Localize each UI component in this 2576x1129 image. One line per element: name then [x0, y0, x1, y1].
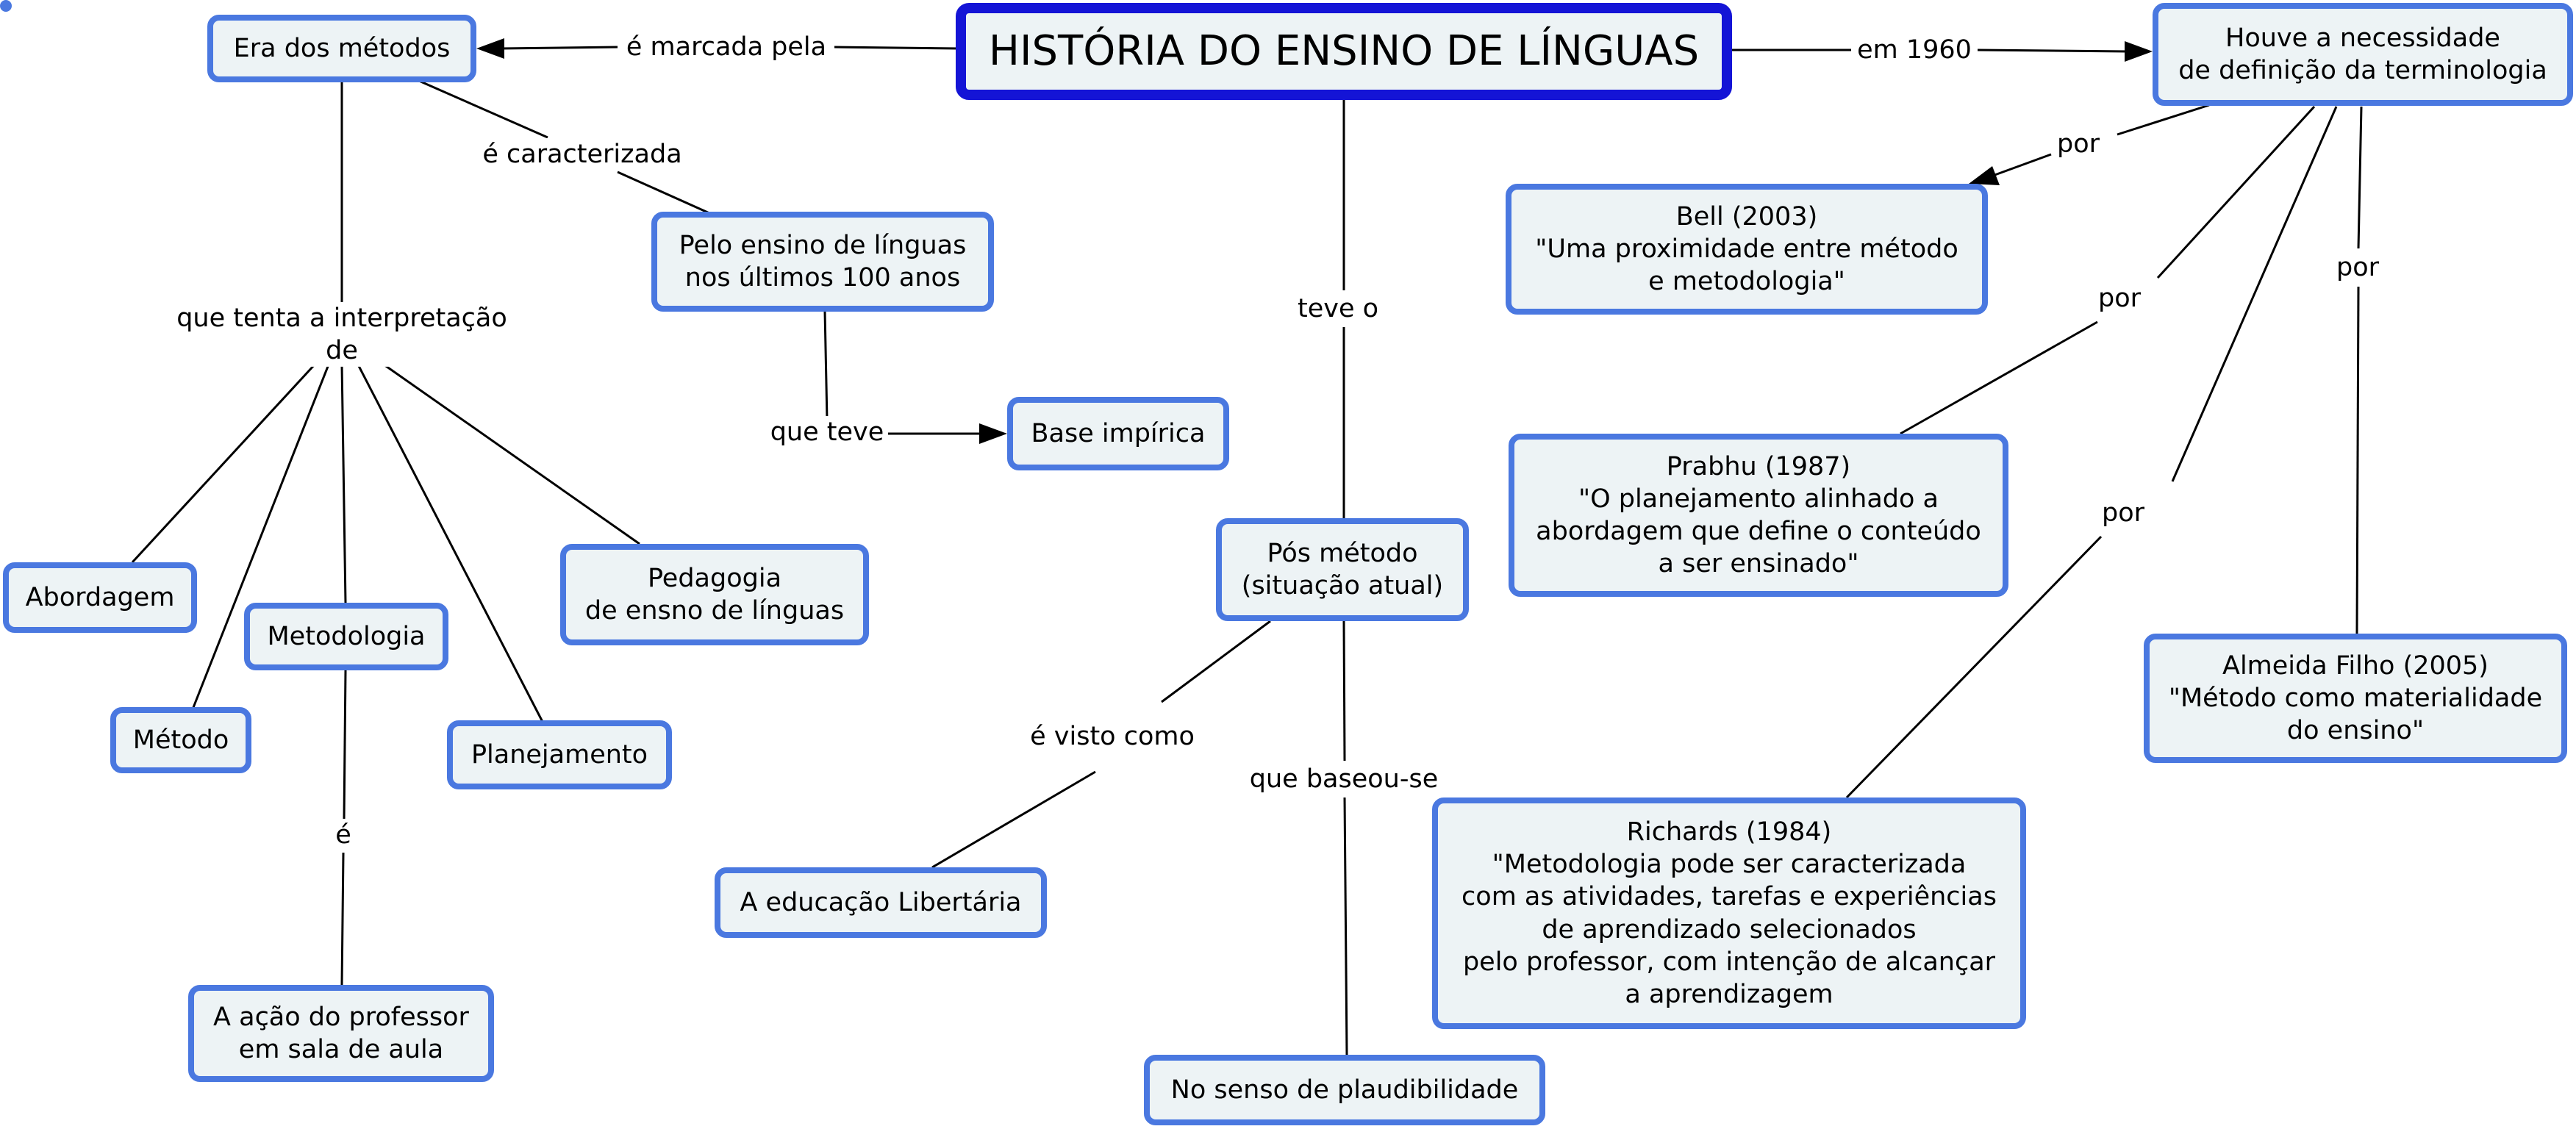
- link-era-caracterizada: [419, 81, 548, 137]
- link-label-por-almeida: por: [2333, 251, 2382, 284]
- link-porbell-bell: [1991, 154, 2051, 176]
- link-nec-poralmeida: [2358, 107, 2361, 248]
- link-interp-metodologia: [342, 365, 346, 603]
- link-label-marcada: é marcada pela: [623, 31, 829, 63]
- concept-pos-metodo[interactable]: Pós método (situação atual): [1216, 518, 1469, 621]
- arrowhead-bell: [1969, 166, 2000, 185]
- link-label-caracterizada: é caracterizada: [479, 138, 684, 171]
- concept-educacao-libertaria[interactable]: A educação Libertária: [715, 867, 1047, 938]
- link-label-por-bell: por: [2054, 128, 2103, 160]
- link-root-marcada: [834, 47, 959, 49]
- link-baseou-senso: [1345, 798, 1347, 1055]
- concept-necessidade-terminologia[interactable]: Houve a necessidade de definição da terminologia: [2153, 3, 2573, 106]
- concept-planejamento[interactable]: Planejamento: [447, 720, 672, 789]
- link-e-acao: [342, 853, 343, 985]
- concept-era-dos-metodos[interactable]: Era dos métodos: [207, 15, 476, 82]
- link-label-baseou-se: que baseou-se: [1247, 763, 1441, 795]
- link-label-teve-o: teve o: [1295, 293, 1381, 325]
- concept-pedagogia-ensino-linguas[interactable]: Pedagogia de ensno de línguas: [560, 544, 869, 645]
- link-label-interpretacao: que tenta a interpretação de: [173, 302, 510, 367]
- concept-abordagem[interactable]: Abordagem: [3, 562, 197, 633]
- concept-pelo-ensino-linguas[interactable]: Pelo ensino de línguas nos últimos 100 anos: [651, 212, 994, 312]
- concept-historia-ensino-linguas[interactable]: HISTÓRIA DO ENSINO DE LÍNGUAS: [956, 3, 1732, 100]
- link-visto-educacao: [932, 772, 1095, 867]
- link-label-em-1960: em 1960: [1854, 34, 1975, 66]
- link-nec-porprabhu: [2158, 107, 2314, 278]
- concept-senso-plaudibilidade[interactable]: No senso de plaudibilidade: [1144, 1055, 1545, 1125]
- concept-metodo[interactable]: Método: [110, 707, 251, 773]
- arrowhead-era: [476, 38, 504, 59]
- link-pos-visto: [1162, 621, 1270, 702]
- link-pos-baseou: [1344, 621, 1345, 761]
- concept-acao-do-professor[interactable]: A ação do professor em sala de aula: [188, 985, 494, 1082]
- concept-base-empirica[interactable]: Base impírica: [1007, 397, 1229, 470]
- concept-bell-2003[interactable]: Bell (2003) "Uma proximidade entre método e metodologia": [1506, 184, 1988, 315]
- concept-prabhu-1987[interactable]: Prabhu (1987) "O planejamento alinhado a abordagem que define o conteúdo a ser ensinado": [1509, 434, 2008, 597]
- link-label-que-teve: que teve: [768, 416, 887, 448]
- link-nec-porrichards: [2172, 107, 2336, 481]
- link-metodologia-e: [344, 670, 346, 820]
- link-porprabhu-prabhu: [1900, 322, 2097, 434]
- link-label-por-richards: por: [2099, 497, 2147, 529]
- link-interp-abordagem: [132, 365, 315, 562]
- link-label-por-prabhu: por: [2095, 282, 2144, 315]
- link-caracterizada-pelo: [618, 172, 709, 213]
- link-1960-necessidade: [1978, 50, 2128, 51]
- link-label-visto-como: é visto como: [1027, 720, 1198, 753]
- concept-richards-1984[interactable]: Richards (1984) "Metodologia pode ser caracterizada com as atividades, tarefas e experiências de aprendizado selecionados pelo professor, com intenção de alcançar a aprendizagem: [1432, 798, 2026, 1029]
- arrowhead-base: [979, 423, 1007, 444]
- link-nec-porbell: [2117, 105, 2209, 135]
- link-marcada-era: [500, 47, 618, 49]
- arrowhead-necessidade: [2125, 41, 2153, 62]
- concept-metodologia[interactable]: Metodologia: [244, 603, 448, 670]
- link-interp-pedagogia: [384, 365, 640, 544]
- link-label-e: é: [332, 819, 354, 851]
- link-poralmeida-almeida: [2357, 287, 2358, 634]
- concept-almeida-filho-2005[interactable]: Almeida Filho (2005) "Método como materialidade do ensino": [2144, 634, 2567, 763]
- link-pelo-queteve: [825, 311, 827, 420]
